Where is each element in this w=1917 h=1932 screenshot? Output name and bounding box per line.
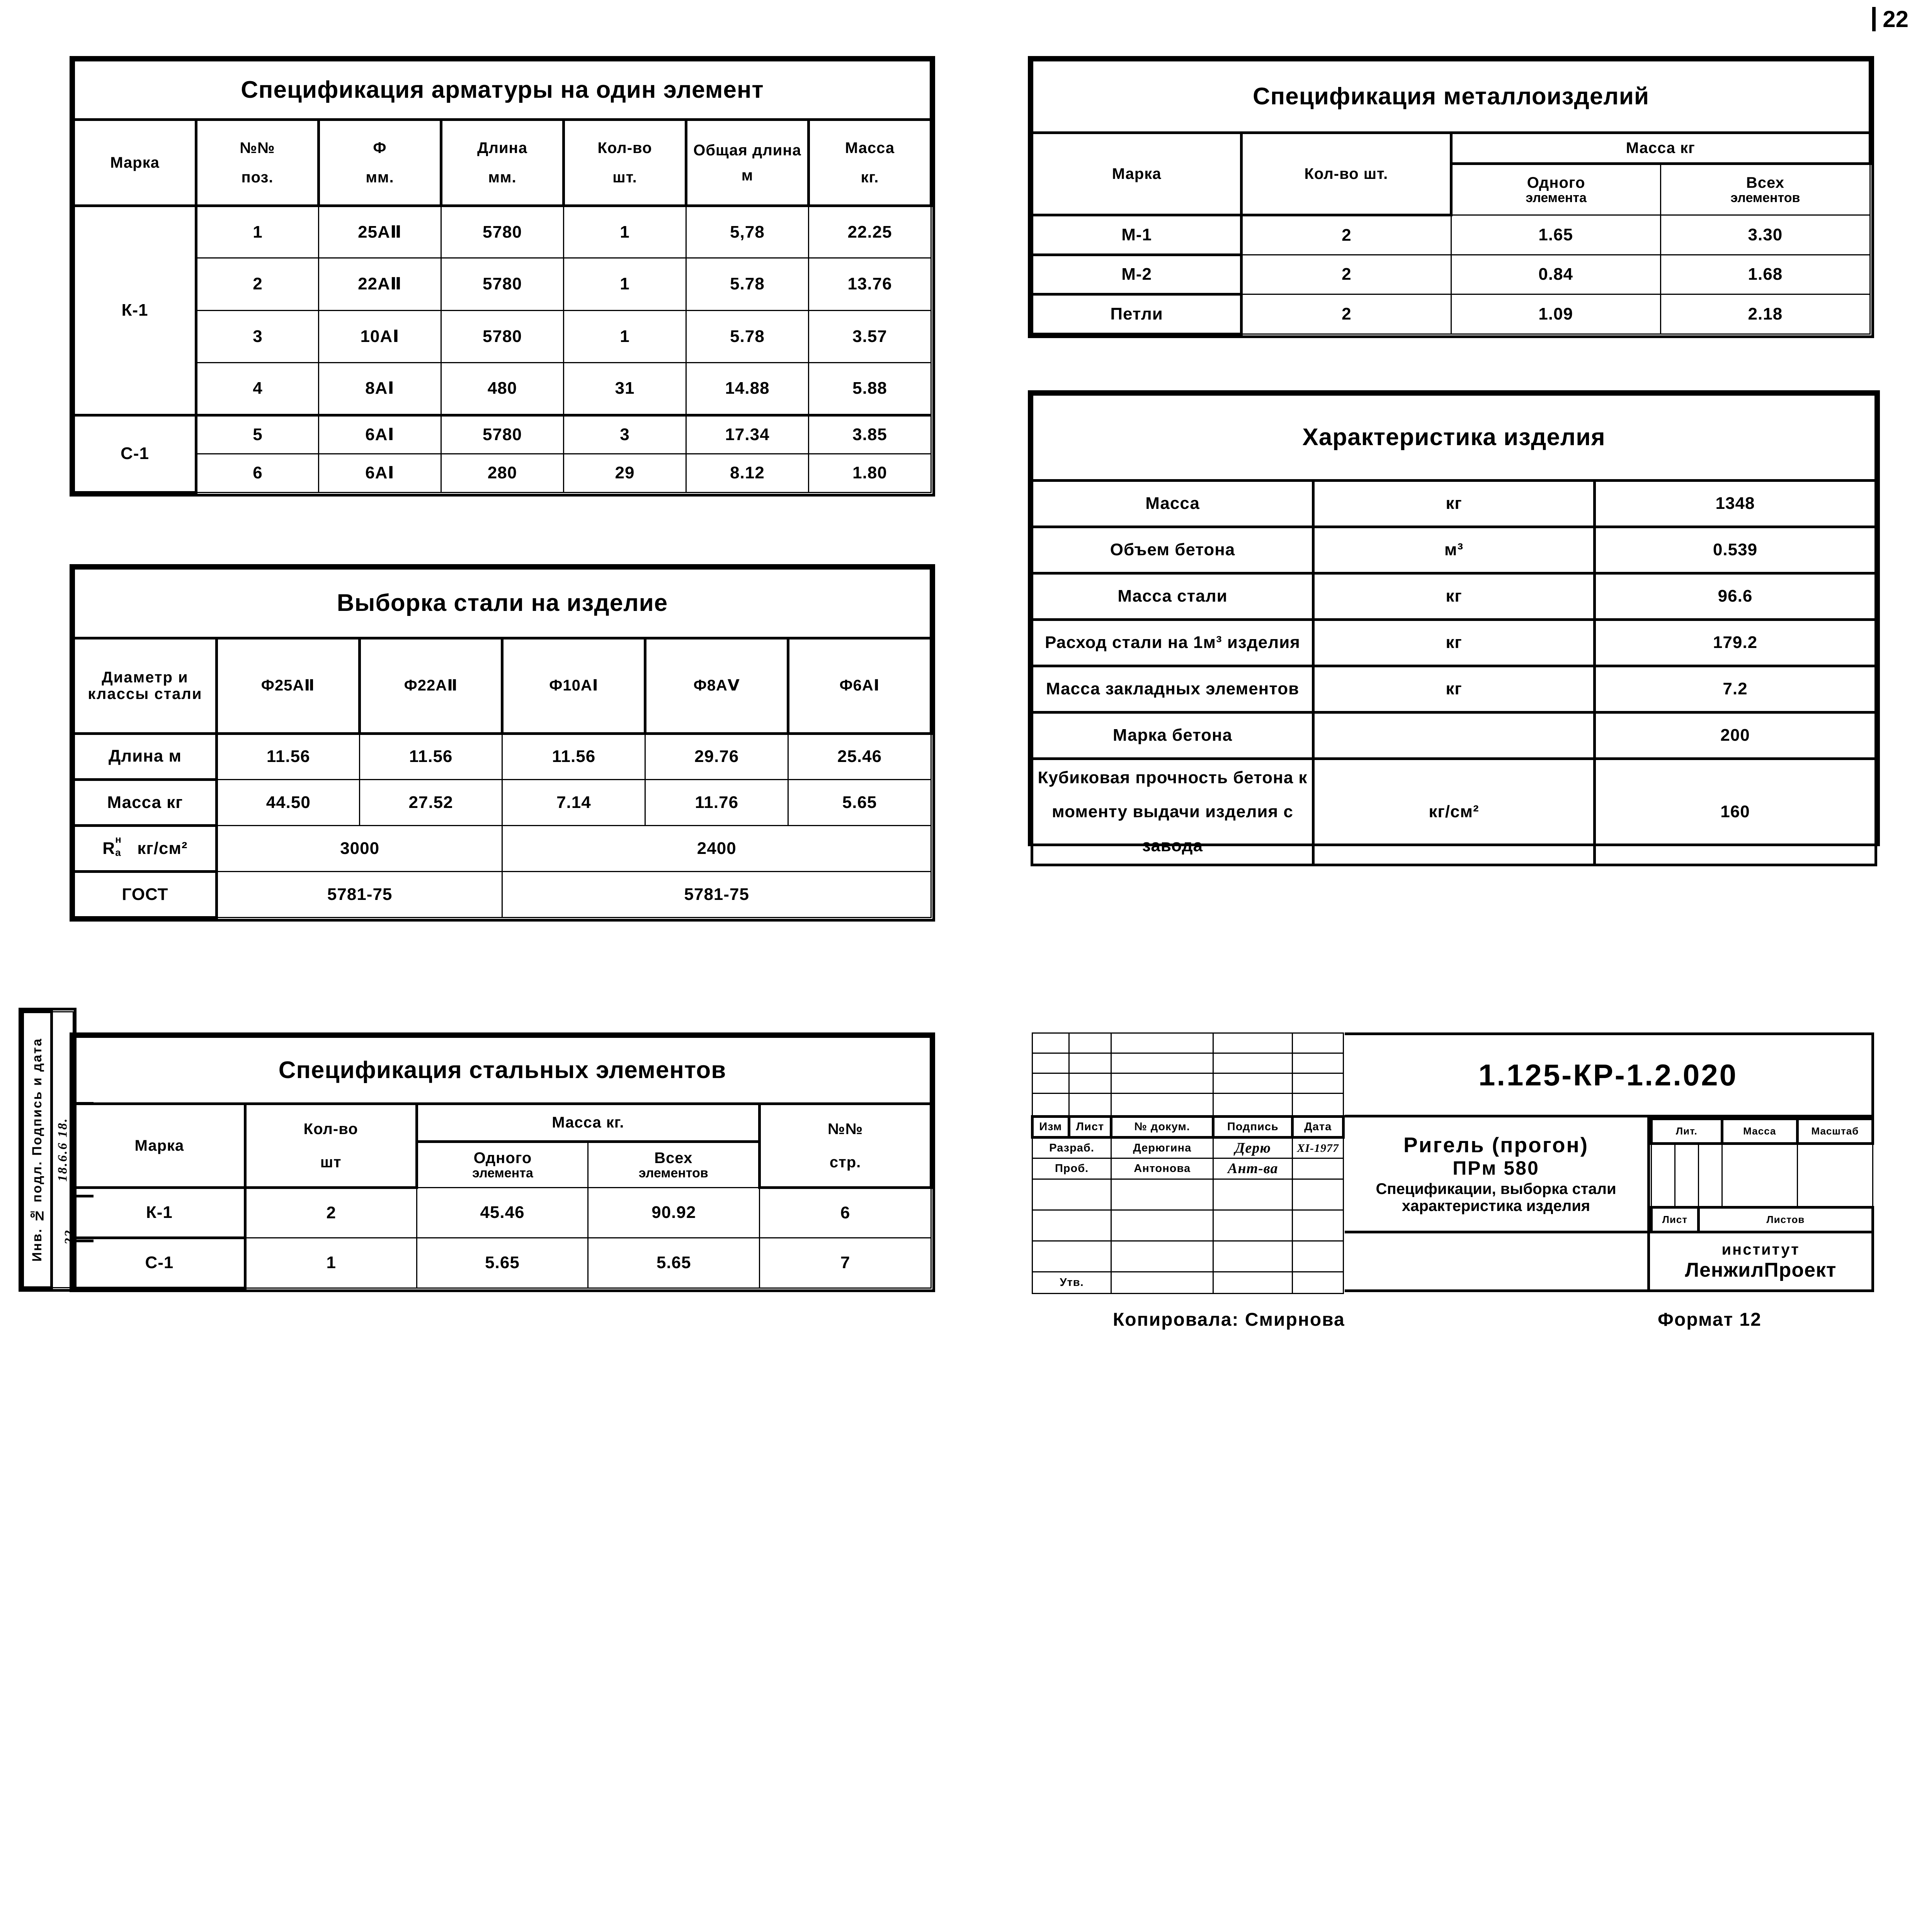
rebar-cell-mass: 3.57	[809, 310, 931, 363]
characteristic-value: 200	[1595, 713, 1876, 759]
steel-takeoff-gost-2: 5781-75	[502, 871, 931, 917]
revision-header-row	[1032, 1117, 1344, 1138]
characteristic-unit: м³	[1313, 527, 1595, 573]
rebar-cell-total: 5.78	[686, 310, 809, 363]
characteristic-unit: кг/см²	[1313, 759, 1595, 865]
role-row-developer	[1032, 1138, 1344, 1158]
steel-takeoff-ra-value-2: 2400	[502, 825, 931, 871]
lit-label: Лит.	[1652, 1119, 1722, 1144]
rebar-col-diameter-l1: Ф	[373, 139, 387, 156]
rebar-col-qty-l1: Кол-во	[597, 139, 652, 156]
characteristic-value: 160	[1595, 759, 1876, 865]
approve-row	[1032, 1272, 1344, 1294]
table-row	[74, 733, 931, 779]
metal-products-col-one-l2: элемента	[1526, 190, 1587, 206]
steel-elements-col-one-l1: Одного	[473, 1149, 532, 1167]
rebar-col-pos-l2: поз.	[241, 169, 274, 186]
role-signature-developer: Дерю	[1213, 1138, 1293, 1158]
rebar-col-length-l2: мм.	[488, 169, 517, 186]
rebar-cell-total: 8.12	[686, 454, 809, 492]
metal-products-cell-all: 2.18	[1660, 294, 1870, 334]
role-name-checker: Антонова	[1111, 1158, 1213, 1179]
steel-takeoff-row-label-gost: ГОСТ	[74, 871, 217, 917]
steel-takeoff-dia-3: Ф10АⅠ	[502, 638, 645, 733]
steel-elements-col-mass-group: Масса кг.	[417, 1104, 760, 1141]
characteristic-label: Масса	[1032, 481, 1313, 527]
sheets-label: Листов	[1698, 1208, 1873, 1232]
steel-elements-cell-qty: 2	[245, 1188, 417, 1238]
steel-elements-cell-qty: 1	[245, 1238, 417, 1288]
rebar-cell-len: 480	[441, 363, 564, 415]
steel-takeoff-length-3: 11.56	[502, 733, 645, 779]
characteristic-unit	[1313, 713, 1595, 759]
table-row	[74, 1238, 931, 1288]
table-row	[1032, 713, 1876, 759]
characteristic-value: 179.2	[1595, 620, 1876, 666]
revision-col-doc: № докум.	[1111, 1117, 1213, 1138]
lit-value-2	[1675, 1143, 1698, 1207]
rebar-cell-qty: 1	[564, 258, 686, 311]
role-row-checker	[1032, 1158, 1344, 1179]
steel-elements-cell-all: 5.65	[588, 1238, 760, 1288]
characteristic-value: 1348	[1595, 481, 1876, 527]
rebar-cell-pos: 4	[196, 363, 319, 415]
institute-line1: институт	[1721, 1241, 1800, 1258]
characteristic-unit: кг	[1313, 481, 1595, 527]
drawing-number-box	[1345, 1032, 1874, 1117]
rebar-cell-total: 5,78	[686, 206, 809, 258]
rebar-cell-len: 280	[441, 454, 564, 492]
characteristic-label: Объем бетона	[1032, 527, 1313, 573]
steel-takeoff-panel	[70, 564, 935, 922]
rebar-cell-mass: 5.88	[809, 363, 931, 415]
characteristic-value: 7.2	[1595, 666, 1876, 713]
rebar-cell-total: 17.34	[686, 415, 809, 454]
rebar-cell-len: 5780	[441, 206, 564, 258]
metal-products-panel	[1028, 56, 1874, 338]
metal-products-col-all-l1: Всех	[1746, 174, 1784, 191]
steel-elements-cell-mark: К-1	[74, 1188, 245, 1238]
rebar-col-mass-l1: Масса	[845, 139, 895, 156]
rebar-col-diameter-l2: мм.	[366, 169, 394, 186]
metal-products-col-mark: Марка	[1032, 133, 1242, 215]
steel-takeoff-dia-1: Ф25АⅡ	[216, 638, 359, 733]
metal-products-cell-one: 1.65	[1451, 215, 1660, 255]
steel-takeoff-length-4: 29.76	[645, 733, 788, 779]
characteristic-label: Масса закладных элементов	[1032, 666, 1313, 713]
rebar-col-length-l1: Длина	[477, 139, 527, 156]
rebar-group-mark-c1: С-1	[74, 415, 196, 492]
approve-label: Утв.	[1032, 1272, 1111, 1294]
table-row	[74, 206, 931, 258]
role-name-developer: Дерюгина	[1111, 1138, 1213, 1158]
rebar-cell-qty: 1	[564, 310, 686, 363]
table-row	[1032, 294, 1870, 334]
steel-takeoff-dia-2: Ф22АⅡ	[359, 638, 502, 733]
steel-elements-panel	[70, 1032, 935, 1292]
rebar-col-qty	[564, 120, 686, 206]
rebar-cell-dia: 25АⅡ	[319, 206, 441, 258]
rebar-cell-len: 5780	[441, 310, 564, 363]
characteristic-label-l2: моменту выдачи изделия с завода	[1052, 802, 1293, 855]
metal-products-cell-mark: М-2	[1032, 255, 1242, 294]
table-row	[1032, 481, 1876, 527]
table-row	[74, 363, 931, 415]
steel-elements-col-one	[417, 1141, 588, 1187]
table-row	[1032, 573, 1876, 620]
table-row	[74, 825, 931, 871]
steel-elements-col-mark: Марка	[74, 1104, 245, 1188]
metal-products-cell-one: 0.84	[1451, 255, 1660, 294]
revision-col-izm: Изм	[1032, 1117, 1069, 1138]
rebar-col-mark: Марка	[74, 120, 196, 206]
rebar-cell-dia: 10АⅠ	[319, 310, 441, 363]
rebar-cell-len: 5780	[441, 415, 564, 454]
rebar-cell-dia: 6АⅠ	[319, 454, 441, 492]
rebar-col-total-length-l2: м	[741, 167, 754, 184]
margin-stamp-handwriting-top: 18.6.6 18.	[55, 1117, 70, 1182]
ra-symbol-main: R	[102, 838, 116, 858]
metal-products-col-one	[1451, 163, 1660, 215]
steel-elements-col-qty-l2: шт	[320, 1154, 342, 1171]
revision-col-date: Дата	[1293, 1117, 1344, 1138]
steel-takeoff-dia-4: Ф8АⅤ	[645, 638, 788, 733]
rebar-specification-panel	[70, 56, 935, 497]
characteristic-value: 0.539	[1595, 527, 1876, 573]
rebar-cell-pos: 6	[196, 454, 319, 492]
steel-elements-col-qty	[245, 1104, 417, 1188]
steel-takeoff-mass-1: 44.50	[216, 779, 359, 825]
steel-takeoff-gost-1: 5781-75	[216, 871, 502, 917]
steel-elements-cell-mark: С-1	[74, 1238, 245, 1288]
rebar-cell-mass: 13.76	[809, 258, 931, 311]
object-description-box	[1345, 1117, 1650, 1233]
rebar-col-diameter	[319, 120, 441, 206]
table-row	[1032, 620, 1876, 666]
table-row	[74, 258, 931, 311]
metal-products-cell-qty: 2	[1242, 294, 1451, 334]
steel-takeoff-mass-3: 7.14	[502, 779, 645, 825]
steel-elements-col-all	[588, 1141, 760, 1187]
role-signature-checker: Ант-ва	[1213, 1158, 1293, 1179]
steel-takeoff-row-label-length: Длина м	[74, 733, 217, 779]
rebar-cell-mass: 1.80	[809, 454, 931, 492]
rebar-col-mass-l2: кг.	[861, 169, 879, 186]
metal-products-col-qty: Кол-во шт.	[1242, 133, 1451, 215]
table-row	[74, 779, 931, 825]
steel-elements-col-page-l2: стр.	[829, 1154, 861, 1171]
table-row	[1032, 759, 1876, 865]
table-row	[74, 310, 931, 363]
lit-value-1	[1652, 1143, 1675, 1207]
rebar-cell-len: 5780	[441, 258, 564, 311]
rebar-col-qty-l2: шт.	[612, 169, 637, 186]
steel-takeoff-title: Выборка стали на изделие	[74, 568, 931, 638]
rebar-cell-qty: 29	[564, 454, 686, 492]
steel-elements-col-page	[760, 1104, 931, 1188]
steel-elements-col-one-l2: элемента	[472, 1166, 533, 1181]
steel-elements-cell-one: 5.65	[417, 1238, 588, 1288]
mass-value	[1722, 1143, 1797, 1207]
rebar-cell-total: 5.78	[686, 258, 809, 311]
steel-takeoff-mass-4: 11.76	[645, 779, 788, 825]
rebar-cell-pos: 5	[196, 415, 319, 454]
ra-symbol-sub: а	[115, 846, 121, 858]
table-row	[1032, 666, 1876, 713]
characteristic-unit: кг	[1313, 666, 1595, 713]
metal-products-col-one-l1: Одного	[1527, 174, 1585, 191]
steel-elements-col-all-l2: элементов	[638, 1166, 708, 1181]
rebar-cell-mass: 22.25	[809, 206, 931, 258]
steel-elements-cell-page: 6	[760, 1188, 931, 1238]
steel-takeoff-row-label-ra	[74, 825, 217, 871]
steel-elements-cell-one: 45.46	[417, 1188, 588, 1238]
lit-mass-scale-grid	[1650, 1117, 1874, 1233]
revision-col-sign: Подпись	[1213, 1117, 1293, 1138]
institute-box	[1650, 1233, 1874, 1292]
steel-elements-cell-all: 90.92	[588, 1188, 760, 1238]
object-title-line4: характеристика изделия	[1402, 1197, 1590, 1215]
rebar-specification-title: Спецификация арматуры на один элемент	[74, 60, 931, 120]
ra-symbol	[102, 833, 122, 858]
institute-line2: ЛенжилПроект	[1685, 1259, 1837, 1281]
rebar-cell-pos: 1	[196, 206, 319, 258]
steel-elements-title: Спецификация стальных элементов	[74, 1037, 931, 1104]
characteristic-unit: кг	[1313, 620, 1595, 666]
characteristic-unit: кг	[1313, 573, 1595, 620]
steel-takeoff-length-2: 11.56	[359, 733, 502, 779]
role-label-developer: Разраб.	[1032, 1138, 1111, 1158]
metal-products-cell-mark: М-1	[1032, 215, 1242, 255]
table-row	[74, 871, 931, 917]
lit-value-3	[1698, 1143, 1722, 1207]
ra-unit: кг/см²	[137, 838, 188, 858]
table-row	[74, 454, 931, 492]
copied-by-text: Копировала: Смирнова	[1113, 1310, 1345, 1330]
metal-products-cell-one: 1.09	[1451, 294, 1660, 334]
steel-elements-col-qty-l1: Кол-во	[303, 1120, 358, 1138]
rebar-group-mark-k1: К-1	[74, 206, 196, 415]
metal-products-title: Спецификация металлоизделий	[1032, 60, 1870, 133]
metal-products-col-all-l2: элементов	[1730, 190, 1800, 206]
role-date-developer: XI-1977	[1293, 1138, 1344, 1158]
product-characteristics-title: Характеристика изделия	[1032, 395, 1876, 481]
scale-label: Масштаб	[1797, 1119, 1873, 1144]
table-row	[1032, 255, 1870, 294]
rebar-col-total-length	[686, 120, 809, 206]
table-row	[74, 1188, 931, 1238]
steel-takeoff-row-label-header: Диаметр и классы стали	[74, 638, 217, 733]
rebar-cell-total: 14.88	[686, 363, 809, 415]
rebar-cell-qty: 31	[564, 363, 686, 415]
table-row	[74, 415, 931, 454]
rebar-cell-qty: 1	[564, 206, 686, 258]
steel-takeoff-dia-5: Ф6АⅠ	[788, 638, 931, 733]
metal-products-col-mass-group: Масса кг	[1451, 133, 1870, 163]
title-block-empty-cell	[1345, 1233, 1650, 1292]
steel-elements-cell-page: 7	[760, 1238, 931, 1288]
rebar-col-pos-l1: №№	[240, 139, 275, 156]
drawing-number: 1.125-КР-1.2.020	[1478, 1058, 1738, 1092]
steel-elements-col-page-l1: №№	[828, 1120, 863, 1138]
metal-products-cell-all: 3.30	[1660, 215, 1870, 255]
sheet-label: Лист	[1652, 1208, 1699, 1232]
rebar-cell-dia: 22АⅡ	[319, 258, 441, 311]
steel-takeoff-mass-2: 27.52	[359, 779, 502, 825]
rebar-cell-mass: 3.85	[809, 415, 931, 454]
rebar-col-mass	[809, 120, 931, 206]
characteristic-value: 96.6	[1595, 573, 1876, 620]
rebar-col-total-length-l1: Общая длина	[693, 141, 801, 159]
rebar-cell-pos: 3	[196, 310, 319, 363]
metal-products-cell-qty: 2	[1242, 255, 1451, 294]
steel-takeoff-length-1: 11.56	[216, 733, 359, 779]
characteristic-label: Расход стали на 1м³ изделия	[1032, 620, 1313, 666]
characteristic-label: Масса стали	[1032, 573, 1313, 620]
metal-products-cell-qty: 2	[1242, 215, 1451, 255]
mass-label: Масса	[1722, 1119, 1797, 1144]
characteristic-label: Марка бетона	[1032, 713, 1313, 759]
steel-takeoff-ra-value-1: 3000	[216, 825, 502, 871]
object-title-line2: ПРм 580	[1453, 1157, 1539, 1179]
steel-takeoff-length-5: 25.46	[788, 733, 931, 779]
object-title-line3: Спецификации, выборка стали	[1376, 1180, 1616, 1197]
steel-takeoff-mass-5: 5.65	[788, 779, 931, 825]
rebar-cell-qty: 3	[564, 415, 686, 454]
object-title-line1: Ригель (прогон)	[1403, 1133, 1589, 1157]
table-row	[1032, 215, 1870, 255]
steel-elements-col-all-l1: Всех	[654, 1149, 693, 1167]
margin-stamp-label: Инв. № подл. Подпись и дата	[30, 1037, 45, 1262]
rebar-col-length	[441, 120, 564, 206]
characteristic-label-multiline	[1032, 759, 1313, 865]
title-block-revision-grid	[1031, 1032, 1345, 1292]
rebar-cell-dia: 6АⅠ	[319, 415, 441, 454]
role-date-checker	[1293, 1158, 1344, 1179]
characteristic-label-l1: Кубиковая прочность бетона к	[1038, 768, 1308, 787]
steel-takeoff-row-label-mass: Масса кг	[74, 779, 217, 825]
metal-products-cell-all: 1.68	[1660, 255, 1870, 294]
table-row	[1032, 527, 1876, 573]
rebar-cell-dia: 8АⅠ	[319, 363, 441, 415]
rebar-col-pos	[196, 120, 319, 206]
scale-value	[1797, 1143, 1873, 1207]
page-number: 22	[1872, 7, 1908, 31]
revision-col-list: Лист	[1069, 1117, 1111, 1138]
rebar-cell-pos: 2	[196, 258, 319, 311]
metal-products-cell-mark: Петли	[1032, 294, 1242, 334]
role-label-checker: Проб.	[1032, 1158, 1111, 1179]
format-text: Формат 12	[1658, 1310, 1762, 1330]
ra-symbol-sup: н	[115, 833, 122, 845]
product-characteristics-panel	[1028, 390, 1880, 855]
metal-products-col-all	[1660, 163, 1870, 215]
margin-stamp-handwriting-bottom: 22.	[62, 1225, 77, 1245]
